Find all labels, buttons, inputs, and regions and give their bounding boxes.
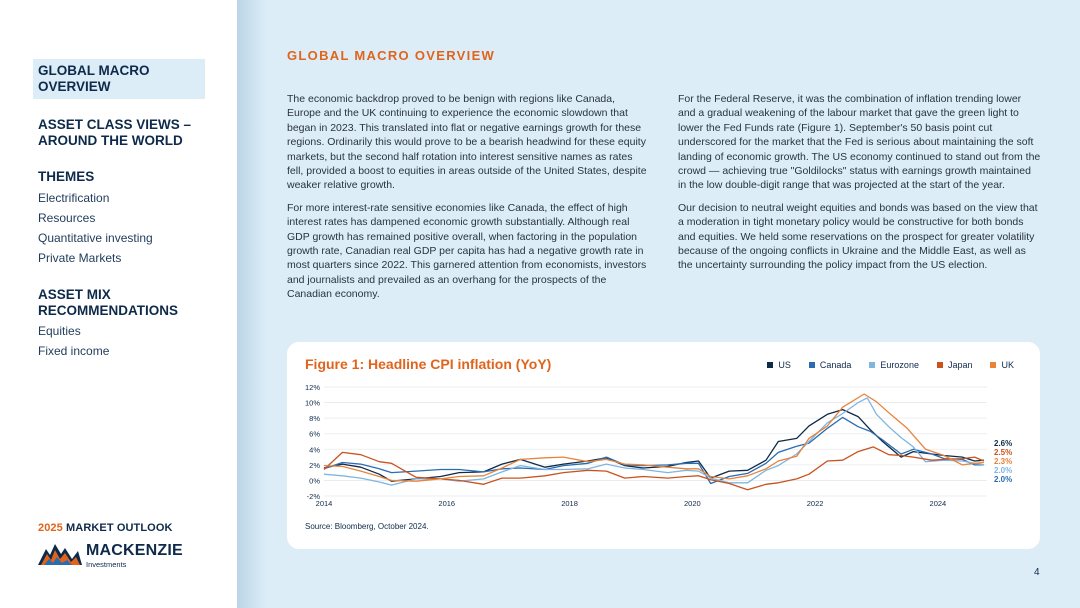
nav-quantitative-investing[interactable]: Quantitative investing <box>38 231 153 245</box>
sidebar-shadow <box>237 0 267 608</box>
mackenzie-logo <box>38 541 188 571</box>
text-column-right <box>678 92 1041 281</box>
x-tick-label: 2016 <box>438 499 456 508</box>
nav-resources[interactable]: Resources <box>38 211 96 225</box>
x-tick-label: 2020 <box>683 499 701 508</box>
end-value-label: 2.0% <box>994 475 1013 484</box>
series-line-canada <box>324 417 984 483</box>
series-line-japan <box>324 447 984 490</box>
end-value-label: 2.3% <box>994 457 1013 466</box>
y-tick-label: -2% <box>306 492 320 501</box>
y-tick-label: 8% <box>309 414 320 424</box>
paragraph: For the Federal Reserve, it was the combination of inflation trending lower and a gradual weakening of the labour market that gave the green light to lower the Fed Funds rate (Figure 1). September's 50 basis point cut underscored for the market that the Fed is serious about maintaining the soft landing of economic growth. The US economy continued to stand out from the crowd — achieving true "Goldilocks" status with earnings growth maintained in the low double-digit range that was projected at the start of the year. <box>678 93 1041 192</box>
x-tick-label: 2024 <box>929 499 947 508</box>
end-value-label: 2.0% <box>994 466 1013 475</box>
end-value-label: 2.5% <box>994 448 1013 457</box>
y-tick-label: 4% <box>309 445 320 455</box>
x-tick-label: 2014 <box>315 499 333 508</box>
legend-label: Eurozone <box>880 360 919 370</box>
mackenzie-mountain-icon <box>38 541 82 567</box>
y-tick-label: 12% <box>304 383 320 392</box>
series-line-uk <box>324 394 984 481</box>
x-tick-label: 2018 <box>561 499 578 508</box>
sidebar <box>0 0 237 608</box>
y-tick-label: 10% <box>304 398 320 408</box>
outlook-year: 2025 <box>38 522 63 534</box>
legend-label: US <box>778 360 791 370</box>
y-tick-label: 6% <box>309 429 320 439</box>
nav-asset-class-views[interactable]: ASSET CLASS VIEWS – AROUND THE WORLD <box>38 117 192 148</box>
logo-name: MACKENZIE <box>86 542 183 559</box>
market-outlook-title <box>38 522 173 534</box>
legend-label: UK <box>1001 360 1014 370</box>
nav-private-markets[interactable]: Private Markets <box>38 251 122 265</box>
legend-label: Japan <box>947 360 973 370</box>
legend-label: Canada <box>819 360 852 370</box>
paragraph: For more interest-rate sensitive economies like Canada, the effect of high interest rates has dampened economic growth substantially. Although real GDP growth has remained positive overall, when factoring in the population growth rate, Canadian real GDP per capita has had a negative growth rate in most quarters since 2022. This garnered attention from economists, investors and journalists and prevailed as an overhang for the prospects of the Canadian economy. <box>287 201 647 301</box>
nav-asset-mix-recommendations[interactable]: ASSET MIX RECOMMENDATIONS <box>38 287 178 318</box>
paragraph: Our decision to neutral weight equities and bonds was based on the view that a moderation in tight monetary policy would be constructive for both bonds and equities. We held some reservations on the prospect for greater volatility because of the ongoing conflicts in Ukraine and the Middle East, as well as the uncertainty surrounding the policy impact from the US election. <box>678 201 1038 272</box>
nav-fixed-income[interactable]: Fixed income <box>38 344 110 358</box>
end-value-label: 2.6% <box>994 439 1013 448</box>
outlook-label: MARKET OUTLOOK <box>66 522 173 534</box>
nav-global-macro-overview[interactable]: GLOBAL MACRO OVERVIEW <box>33 59 205 99</box>
y-tick-label: 0% <box>309 476 320 486</box>
nav-themes[interactable]: THEMES <box>38 169 95 184</box>
page-number: 4 <box>1034 567 1040 578</box>
figure-source: Source: Bloomberg, October 2024. <box>305 522 429 531</box>
cpi-line-chart <box>287 342 1040 522</box>
paragraph: The economic backdrop proved to be benign with regions like Canada, Europe and the UK continuing to experience the economic slowdown that began in 2023. This translated into flat or negative earnings growth for these regions. Ordinarily this would prove to be a bearish headwind for these equity markets, but the second half rotation into interest sensitive names as rates fell, provided a boost to equities in areas outside of the United States, despite weaker relative growth. <box>287 93 647 192</box>
figure-card <box>287 342 1040 549</box>
section-title: GLOBAL MACRO OVERVIEW <box>287 48 496 63</box>
text-column-left <box>287 92 650 310</box>
y-tick-label: 2% <box>309 460 320 470</box>
logo-subtitle: Investments <box>86 560 127 569</box>
x-tick-label: 2022 <box>806 499 824 508</box>
figure-title: Figure 1: Headline CPI inflation (YoY) <box>305 356 552 372</box>
nav-equities[interactable]: Equities <box>38 324 81 338</box>
nav-electrification[interactable]: Electrification <box>38 191 110 205</box>
